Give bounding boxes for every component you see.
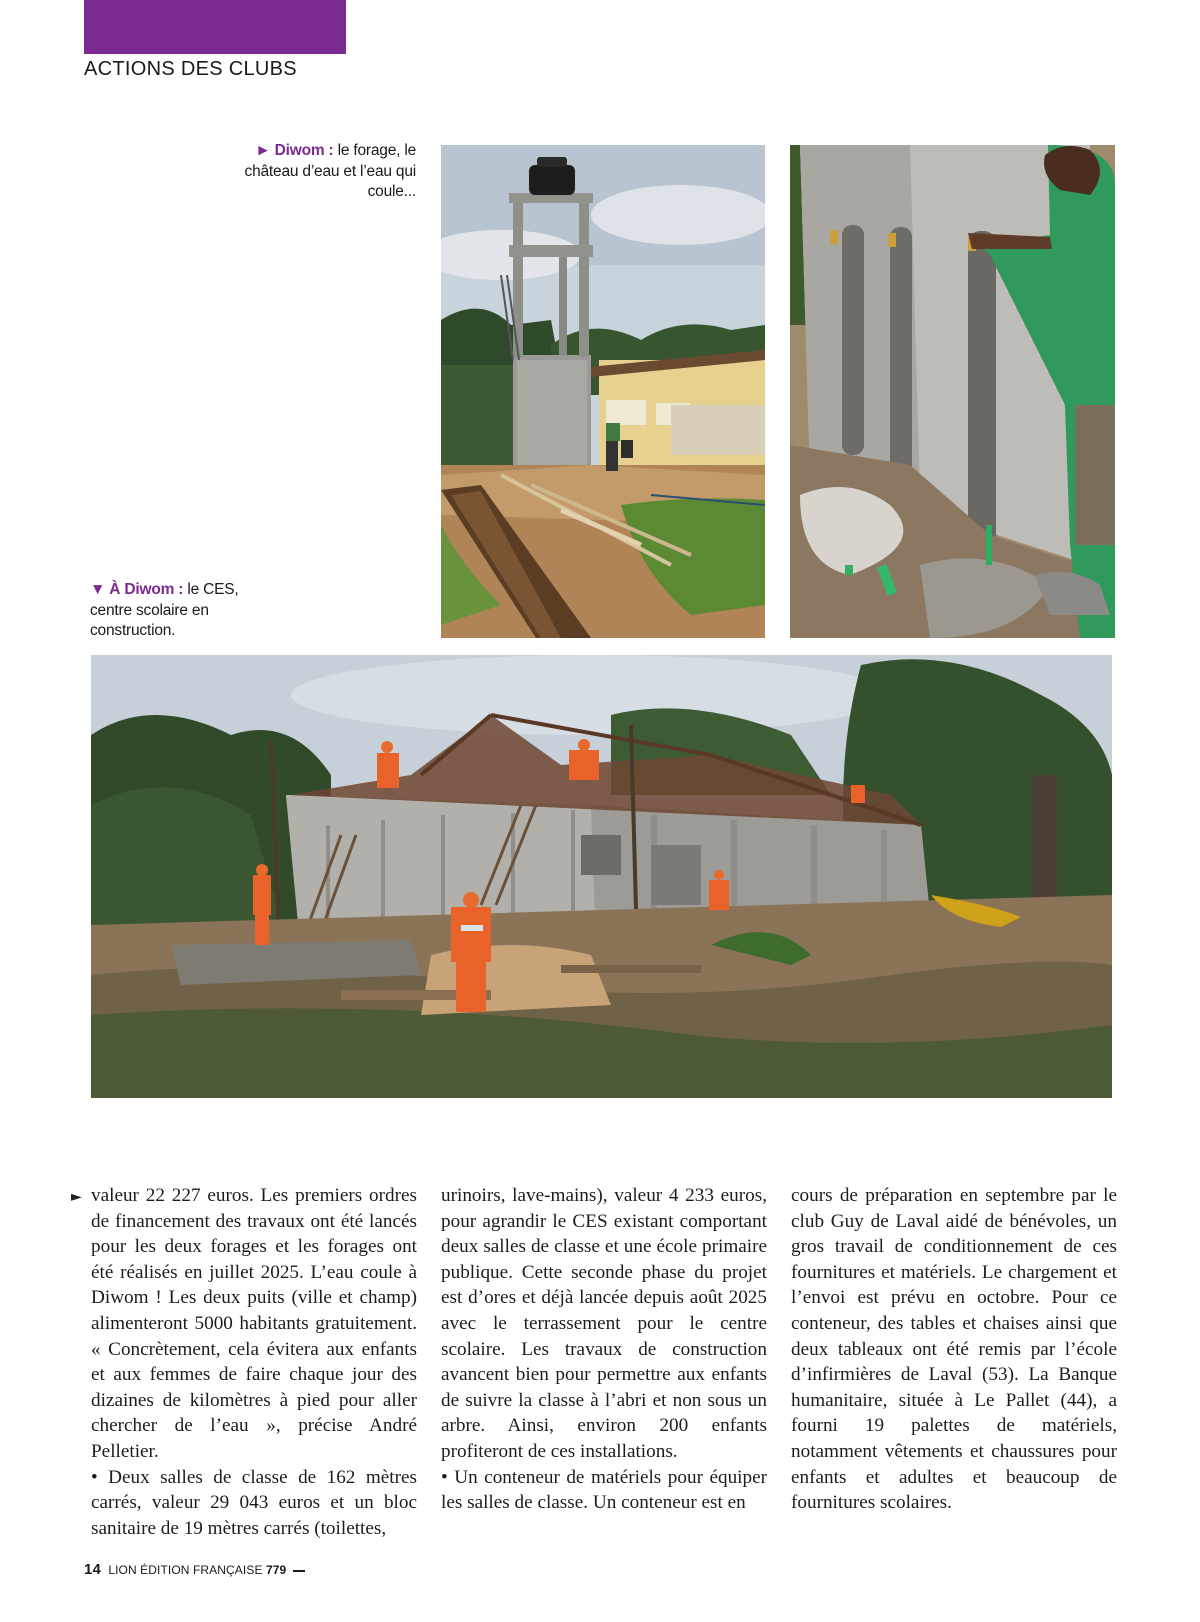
article-column-2 <box>441 1183 767 1516</box>
caption-lead: À Diwom : <box>109 581 184 598</box>
article-paragraph: urinoirs, lave-mains), valeur 4 233 euros, pour agrandir le CES existant comportant deux salles de classe et une école primaire publique. Cette seconde phase du projet est d’ores et déjà lancée depuis août 2025 avec le terrassement pour le centre scolaire. Les travaux de construction avancent bien pour permettre aux enfants de suivre la classe à l’abri et non sous un arbre. Ainsi, environ 200 enfants profiteront de ces installations. <box>441 1185 767 1462</box>
photo-water-tower <box>441 145 765 638</box>
article-column-1 <box>91 1183 417 1541</box>
article-column-3 <box>791 1183 1117 1516</box>
footer-rule <box>293 1570 305 1572</box>
page-number: 14 <box>84 1561 101 1578</box>
article-paragraph: • Un conteneur de matériels pour équiper les salles de classe. Un conteneur est en <box>441 1466 767 1514</box>
photo-school-construction <box>91 655 1112 1098</box>
article-paragraph: • Deux salles de classe de 162 mètres carrés, valeur 29 043 euros et un bloc sanitaire de 19 mètres carrés (toilettes, <box>91 1466 417 1539</box>
caption-lead: Diwom : <box>274 142 334 159</box>
photo-taps <box>790 145 1115 638</box>
article-paragraph: cours de préparation en septembre par le club Guy de Laval aidé de bénévoles, un gros travail de conditionnement de ces fournitures et matériels. Le chargement et l’envoi est prévu en octobre. Pour ce conteneur, des tables et chaises ainsi que deux tableaux ont été remis par l’école d’infirmières de Laval (53). La Banque humanitaire, située à Le Pallet (44), a fourni 19 palettes de matériels, notamment vêtements et chaussures pour enfants et adultes et beaucoup de fournitures scolaires. <box>791 1185 1117 1514</box>
caption-school <box>90 580 250 642</box>
caption-marker-right: ► <box>255 142 271 159</box>
caption-tower <box>216 141 416 203</box>
caption-marker-down: ▼ <box>90 581 106 598</box>
section-label: ACTIONS DES CLUBS <box>84 58 297 80</box>
issue-number: 779 <box>266 1563 287 1577</box>
continuation-arrow: ► <box>71 1189 82 1205</box>
article-paragraph: valeur 22 227 euros. Les premiers ordres de financement des travaux ont été lancés pour les deux forages et les forages ont été réalisés en juillet 2025. L’eau coule à Diwom ! Les deux puits (ville et champ) alimenteront 5000 habitants gratuitement. « Concrètement, cela évitera aux enfants et aux femmes de faire chaque jour des dizaines de kilomètres à pied pour aller chercher de l’eau », précise André Pelletier. <box>91 1185 417 1462</box>
publication-name: LION ÉDITION FRANÇAISE <box>108 1563 263 1577</box>
page-footer <box>84 1561 305 1578</box>
section-color-bar <box>84 0 346 54</box>
caption-text: le forage, le château d’eau et l’eau qui coule... <box>244 142 416 200</box>
caption-text: le CES, centre scolaire en construction. <box>90 581 239 639</box>
